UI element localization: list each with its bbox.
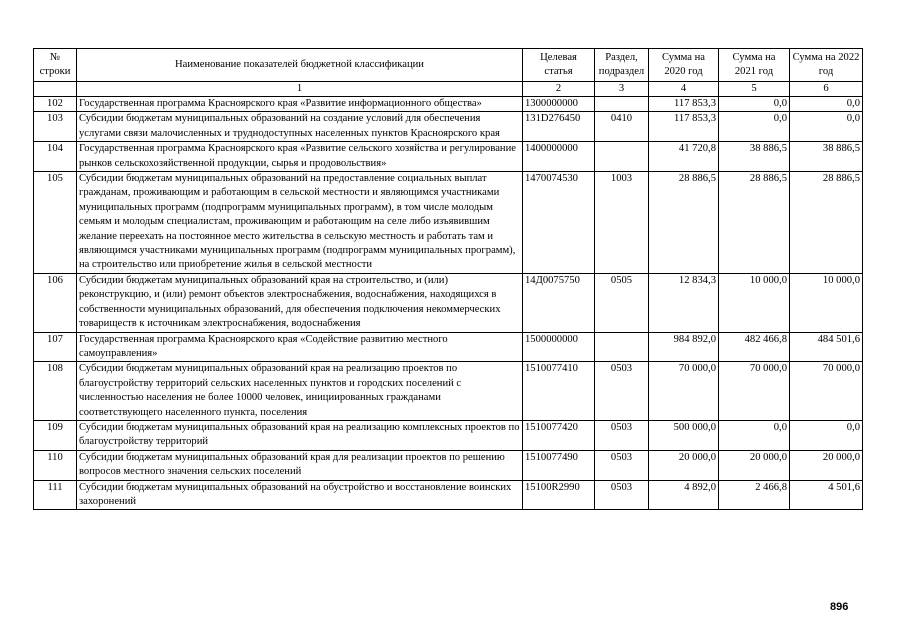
column-number-row (34, 82, 863, 97)
row-number: 109 (34, 420, 77, 450)
row-sum-2021: 38 886,5 (719, 142, 790, 172)
row-number: 107 (34, 332, 77, 362)
row-section: 0503 (595, 362, 649, 421)
header-sum-2021: Сумма на 2021 год (719, 49, 790, 82)
row-number: 106 (34, 273, 77, 332)
row-number: 105 (34, 172, 77, 274)
table-row (34, 172, 863, 274)
row-sum-2020: 984 892,0 (649, 332, 719, 362)
row-section (595, 97, 649, 112)
row-target-code: 1510077490 (523, 450, 595, 480)
row-name: Государственная программа Красноярского края «Содействие развитию местного самоуправления» (77, 332, 523, 362)
row-name: Субсидии бюджетам муниципальных образований на обустройство и восстановление воинских захоронений (77, 480, 523, 510)
row-name: Субсидии бюджетам муниципальных образований на предоставление социальных выплат гражданам, проживающим и работающим в сельской местности и являющимся участниками муниципальных программ (подпрограмм муниципальных программ), в том числе молодым семьям и молодым специалистам, проживающим и работающим на селе либо изъявившим желание переехать на постоянное место жительства в сельскую местность и работать там и являющимся участниками муниципальных программ (подпрограмм муниципальных программ), на строительство или приобретение жилья в сельской местности (77, 172, 523, 274)
row-sum-2020: 20 000,0 (649, 450, 719, 480)
row-sum-2021: 0,0 (719, 97, 790, 112)
row-sum-2022: 70 000,0 (790, 362, 863, 421)
row-target-code: 1510077410 (523, 362, 595, 421)
column-number: 5 (719, 82, 790, 97)
row-sum-2020: 12 834,3 (649, 273, 719, 332)
row-target-code: 1400000000 (523, 142, 595, 172)
row-target-code: 1470074530 (523, 172, 595, 274)
row-sum-2020: 4 892,0 (649, 480, 719, 510)
table-row (34, 97, 863, 112)
row-target-code: 131D276450 (523, 112, 595, 142)
row-sum-2022: 0,0 (790, 97, 863, 112)
row-target-code: 1510077420 (523, 420, 595, 450)
row-sum-2022: 10 000,0 (790, 273, 863, 332)
header-target: Целевая статья (523, 49, 595, 82)
row-sum-2022: 484 501,6 (790, 332, 863, 362)
row-number: 104 (34, 142, 77, 172)
row-sum-2022: 28 886,5 (790, 172, 863, 274)
row-sum-2022: 4 501,6 (790, 480, 863, 510)
table-body (34, 97, 863, 510)
row-section: 0503 (595, 450, 649, 480)
column-number: 1 (77, 82, 523, 97)
row-name: Субсидии бюджетам муниципальных образований края на реализацию комплексных проектов по благоустройству территорий (77, 420, 523, 450)
table-row (34, 142, 863, 172)
row-sum-2020: 70 000,0 (649, 362, 719, 421)
row-target-code: 14Д0075750 (523, 273, 595, 332)
table-row (34, 112, 863, 142)
header-section: Раздел, подраздел (595, 49, 649, 82)
column-number (34, 82, 77, 97)
budget-table (33, 48, 863, 510)
row-section: 0410 (595, 112, 649, 142)
row-target-code: 1300000000 (523, 97, 595, 112)
page-number: 896 (830, 601, 849, 613)
table-row (34, 332, 863, 362)
row-name: Субсидии бюджетам муниципальных образований края для реализации проектов по решению вопросов местного значения сельских поселений (77, 450, 523, 480)
column-number: 4 (649, 82, 719, 97)
row-name: Субсидии бюджетам муниципальных образований края на реализацию проектов по благоустройству территорий сельских населенных пунктов и городских поселений с численностью населения не более 10000 человек, инициированных гражданами соответствующего населенного пункта, поселения (77, 362, 523, 421)
header-name: Наименование показателей бюджетной классификации (77, 49, 523, 82)
row-sum-2021: 0,0 (719, 112, 790, 142)
header-row-no: № строки (34, 49, 77, 82)
row-sum-2021: 70 000,0 (719, 362, 790, 421)
table-row (34, 420, 863, 450)
row-section: 0503 (595, 480, 649, 510)
row-section (595, 142, 649, 172)
table-row (34, 273, 863, 332)
row-name: Государственная программа Красноярского края «Развитие сельского хозяйства и регулирование рынков сельскохозяйственной продукции, сырья и продовольствия» (77, 142, 523, 172)
row-number: 110 (34, 450, 77, 480)
row-target-code: 15100R2990 (523, 480, 595, 510)
row-sum-2020: 117 853,3 (649, 97, 719, 112)
column-number: 2 (523, 82, 595, 97)
row-section (595, 332, 649, 362)
row-sum-2021: 28 886,5 (719, 172, 790, 274)
row-sum-2020: 117 853,3 (649, 112, 719, 142)
row-section: 0503 (595, 420, 649, 450)
row-sum-2021: 20 000,0 (719, 450, 790, 480)
column-number: 3 (595, 82, 649, 97)
table-row (34, 480, 863, 510)
row-sum-2020: 41 720,8 (649, 142, 719, 172)
row-sum-2022: 0,0 (790, 420, 863, 450)
row-sum-2022: 0,0 (790, 112, 863, 142)
row-sum-2020: 500 000,0 (649, 420, 719, 450)
row-sum-2021: 0,0 (719, 420, 790, 450)
row-sum-2021: 482 466,8 (719, 332, 790, 362)
table-row (34, 362, 863, 421)
row-sum-2021: 2 466,8 (719, 480, 790, 510)
row-sum-2022: 20 000,0 (790, 450, 863, 480)
row-name: Государственная программа Красноярского края «Развитие информационного общества» (77, 97, 523, 112)
table-header (34, 49, 863, 97)
table-row (34, 450, 863, 480)
column-number: 6 (790, 82, 863, 97)
header-sum-2020: Сумма на 2020 год (649, 49, 719, 82)
row-section: 0505 (595, 273, 649, 332)
row-sum-2020: 28 886,5 (649, 172, 719, 274)
row-number: 102 (34, 97, 77, 112)
row-number: 108 (34, 362, 77, 421)
header-sum-2022: Сумма на 2022 год (790, 49, 863, 82)
row-section: 1003 (595, 172, 649, 274)
row-target-code: 1500000000 (523, 332, 595, 362)
row-sum-2021: 10 000,0 (719, 273, 790, 332)
row-sum-2022: 38 886,5 (790, 142, 863, 172)
row-number: 111 (34, 480, 77, 510)
row-name: Субсидии бюджетам муниципальных образований на создание условий для обеспечения услугами связи малочисленных и труднодоступных населенных пунктов Красноярского края (77, 112, 523, 142)
row-name: Субсидии бюджетам муниципальных образований края на строительство, и (или) реконструкцию, и (или) ремонт объектов электроснабжения, водоснабжения, находящихся в собственности муниципальных образований, для обеспечения подключения некоммерческих товариществ к источникам электроснабжения, водоснабжения (77, 273, 523, 332)
row-number: 103 (34, 112, 77, 142)
